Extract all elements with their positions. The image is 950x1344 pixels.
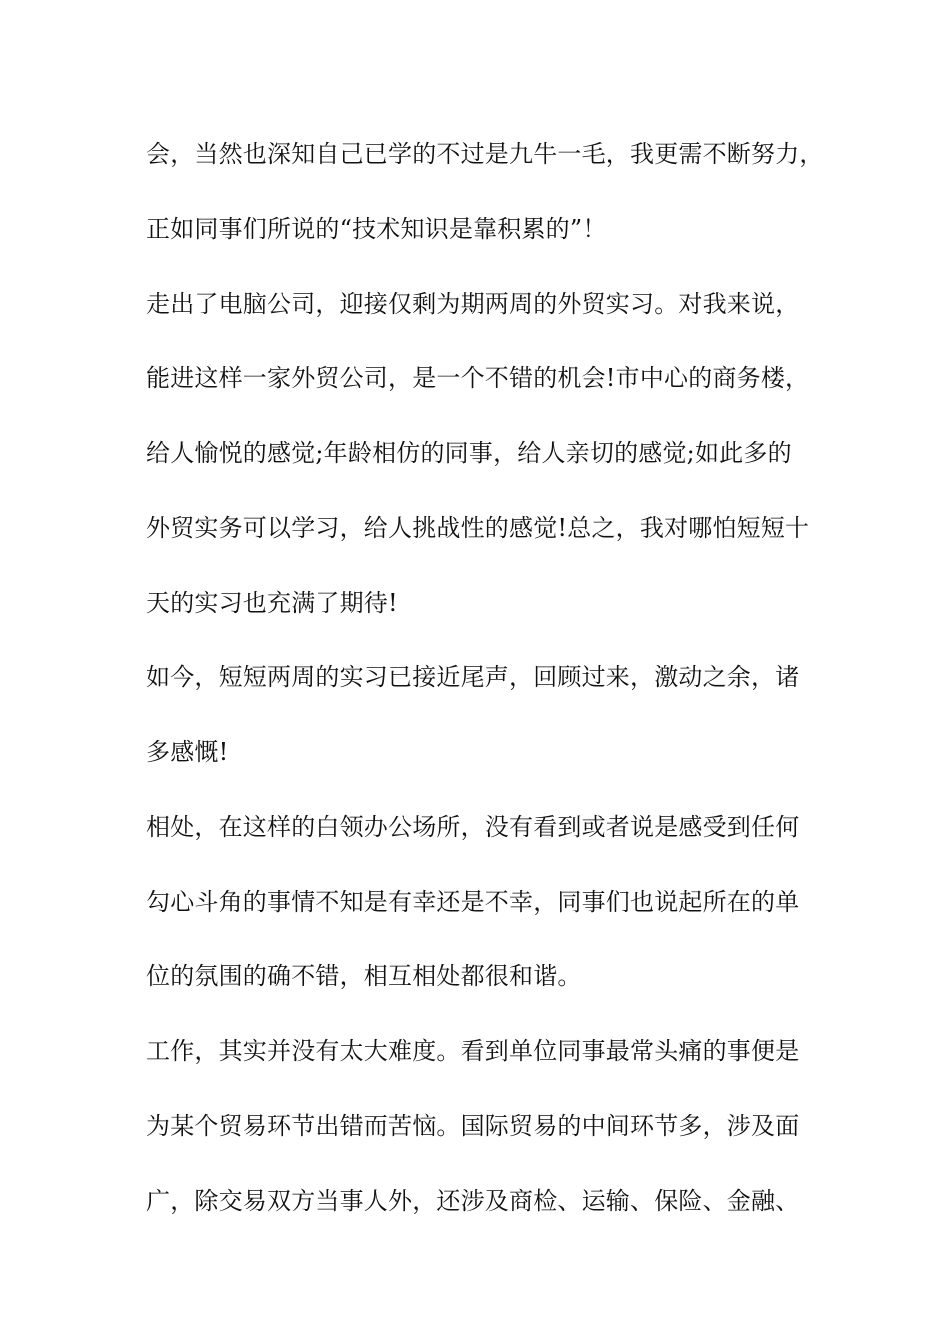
text-line: 位的氛围的确不错，相互相处都很和谐。 xyxy=(146,962,582,990)
text-line: 走出了电脑公司，迎接仅剩为期两周的外贸实习。对我来说， xyxy=(146,290,800,318)
text-line: 外贸实务可以学习，给人挑战性的感觉!总之，我对哪怕短短十 xyxy=(146,514,810,542)
text-line: 天的实习也充满了期待! xyxy=(146,589,398,617)
text-line: 工作，其实并没有太大难度。看到单位同事最常头痛的事便是 xyxy=(146,1037,800,1065)
text-line: 相处，在这样的白领办公场所，没有看到或者说是感受到任何 xyxy=(146,813,800,841)
text-line: 能进这样一家外贸公司，是一个不错的机会!市中心的商务楼， xyxy=(146,364,810,392)
text-line: 多感慨! xyxy=(146,738,229,766)
text-line: 广，除交易双方当事人外，还涉及商检、运输、保险、金融、 xyxy=(146,1187,800,1215)
text-line: 勾心斗角的事情不知是有幸还是不幸，同事们也说起所在的单 xyxy=(146,888,800,916)
text-line: 会，当然也深知自己已学的不过是九牛一毛，我更需不断努力， xyxy=(146,140,824,168)
text-line: 正如同事们所说的“技术知识是靠积累的”！ xyxy=(146,215,607,243)
text-line: 给人愉悦的感觉;年龄相仿的同事，给人亲切的感觉;如此多的 xyxy=(146,439,792,467)
text-line: 如今，短短两周的实习已接近尾声，回顾过来，激动之余，诸 xyxy=(146,663,800,691)
text-line: 为某个贸易环节出错而苦恼。国际贸易的中间环节多，涉及面 xyxy=(146,1112,800,1140)
